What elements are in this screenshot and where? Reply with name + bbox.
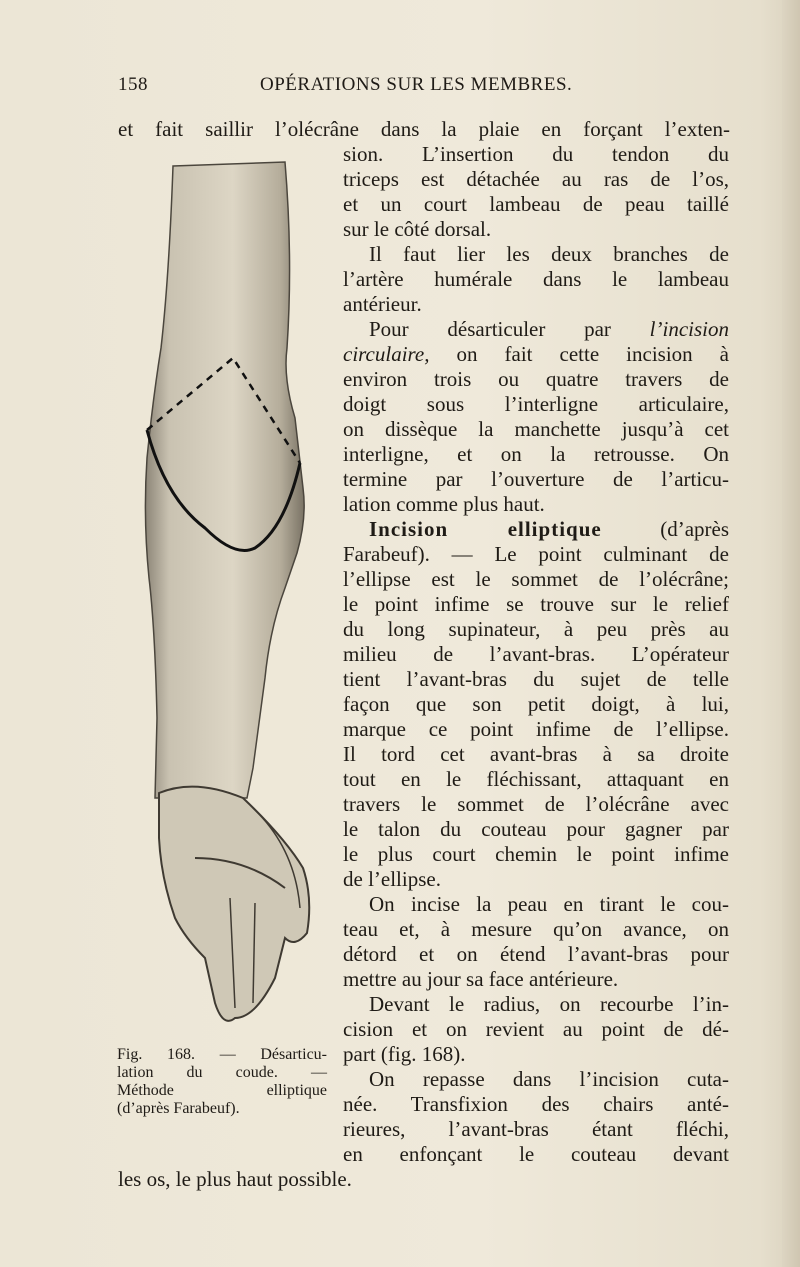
text-run: (d’après [601, 517, 729, 541]
text-line: lation comme plus haut. [343, 492, 545, 516]
text-line: doigt sous l’interligne articulaire, [343, 392, 729, 416]
forearm-drawing [135, 158, 335, 1038]
text-line: Farabeuf). — Le point culminant de [343, 542, 729, 566]
running-title: OPÉRATIONS SUR LES MEMBRES. [260, 74, 573, 95]
upper-arm-shape [145, 162, 304, 798]
caption-line: Fig. 168. — Désarticu- [117, 1046, 327, 1063]
text-line: le talon du couteau pour gagner par [343, 817, 729, 841]
text-run: on fait cette incision à [429, 342, 729, 366]
text-line: rieures, l’avant-bras étant fléchi, [343, 1117, 729, 1141]
text-line: part (fig. 168). [343, 1042, 466, 1066]
text-line: milieu de l’avant-bras. L’opérateur [343, 642, 729, 666]
caption-line: Méthode elliptique [117, 1082, 327, 1099]
figure-caption [117, 1046, 327, 1118]
text-line [343, 317, 729, 342]
text-line: née. Transfixion des chairs anté- [343, 1092, 729, 1116]
text-line [343, 342, 729, 367]
text-line: On incise la peau en tirant le cou- [369, 892, 729, 916]
text-run: Pour désarticuler par [369, 317, 650, 341]
text-line: environ trois ou quatre travers de [343, 367, 729, 391]
text-line: On repasse dans l’incision cuta- [369, 1067, 729, 1091]
caption-line: lation du coude. — [117, 1064, 327, 1081]
text-line: travers le sommet de l’olécrâne avec [343, 792, 729, 816]
text-line: du long supinateur, à peu près au [343, 617, 729, 641]
caption-line: (d’après Farabeuf). [117, 1100, 240, 1117]
section-heading: Incision elliptique [369, 517, 602, 541]
text-line: l’ellipse est le sommet de l’olécrâne; [343, 567, 729, 591]
text-line: interligne, et on la retrousse. On [343, 442, 729, 466]
text-line: on dissèque la manchette jusqu’à cet [343, 417, 729, 441]
text-line: termine par l’ouverture de l’articu- [343, 467, 729, 491]
text-line: teau et, à mesure qu’on avance, on [343, 917, 729, 941]
text-line-first: et fait saillir l’olécrâne dans la plaie en forçant l’exten- [118, 117, 730, 141]
text-line: cision et on revient au point de dé- [343, 1017, 729, 1041]
italic-term: l’incision [649, 317, 729, 341]
text-line: détord et on étend l’avant-bras pour [343, 942, 729, 966]
text-line: de l’ellipse. [343, 867, 441, 891]
text-line: le point infime se trouve sur le relief [343, 592, 729, 616]
text-line: Il faut lier les deux branches de [369, 242, 729, 266]
text-line: façon que son petit doigt, à lui, [343, 692, 729, 716]
text-line: tient l’avant-bras du sujet de telle [343, 667, 729, 691]
page-number: 158 [118, 74, 148, 95]
text-line: le plus court chemin le point infime [343, 842, 729, 866]
page-header [118, 74, 730, 104]
text-line: triceps est détachée au ras de l’os, [343, 167, 729, 191]
text-line: Il tord cet avant-bras à sa droite [343, 742, 729, 766]
text-line [343, 517, 729, 542]
text-line: l’artère humérale dans le lambeau [343, 267, 729, 291]
text-line-last: les os, le plus haut possible. [118, 1167, 352, 1191]
text-line: mettre au jour sa face antérieure. [343, 967, 619, 991]
text-line: en enfonçant le couteau devant [343, 1142, 729, 1166]
text-line: sion. L’insertion du tendon du [343, 142, 729, 166]
text-line: Devant le radius, on recourbe l’in- [369, 992, 729, 1016]
text-line: antérieur. [343, 292, 422, 316]
text-line: marque ce point infime de l’ellipse. [343, 717, 729, 741]
forearm-illustration [135, 158, 335, 1038]
page-gutter [782, 0, 800, 1267]
italic-term: circulaire, [343, 342, 430, 366]
text-line: et un court lambeau de peau taillé [343, 192, 729, 216]
text-line: sur le côté dorsal. [343, 217, 492, 241]
text-line: tout en le fléchissant, attaquant en [343, 767, 729, 791]
